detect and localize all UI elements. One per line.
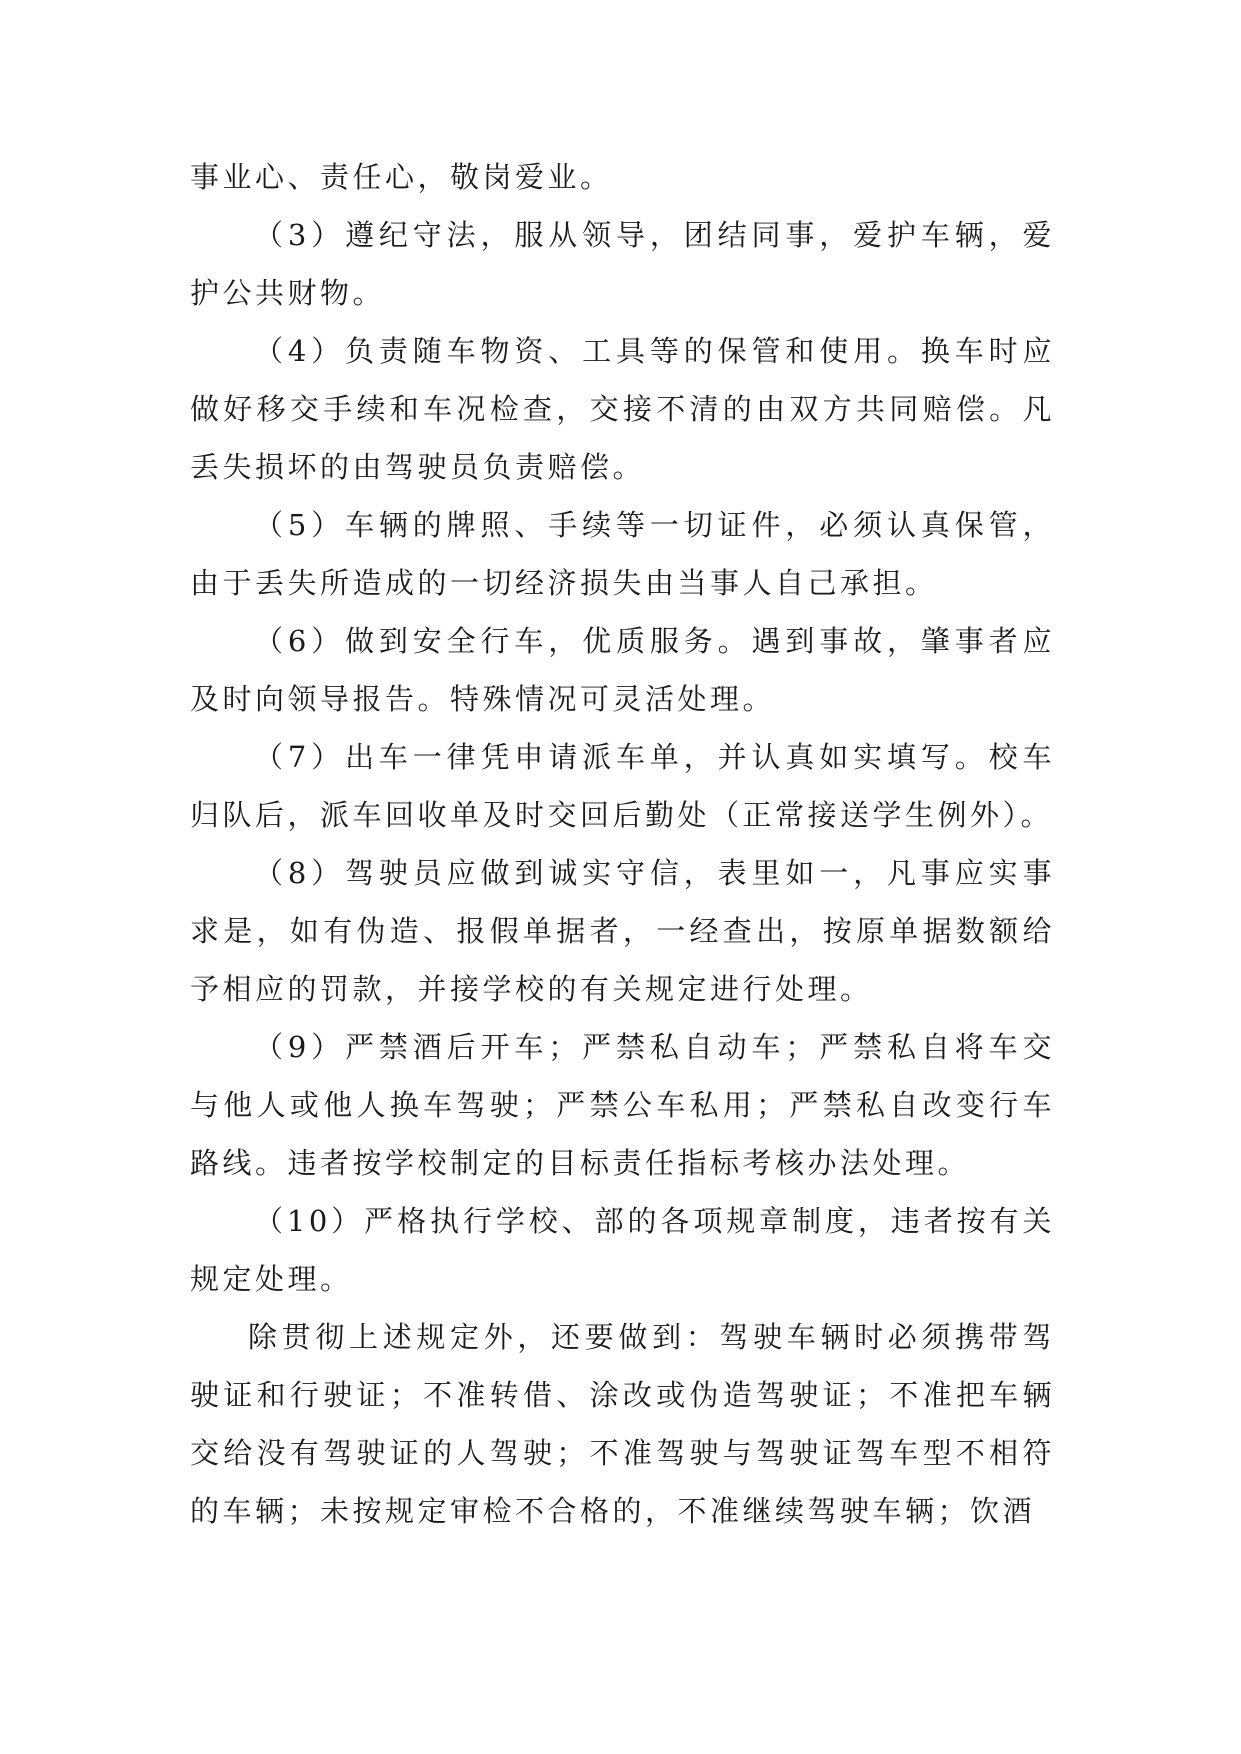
- paragraph-item-3: （3）遵纪守法，服从领导，团结同事，爱护车辆，爱护公共财物。: [190, 218, 1055, 310]
- paragraph-item-5: （5）车辆的牌照、手续等一切证件，必须认真保管，由于丢失所造成的一切经济损失由当事人自己承担。: [190, 508, 1055, 600]
- paragraph-continuation: 事业心、责任心，敬岗爱业。: [190, 160, 613, 194]
- paragraph-item-9: （9）严禁酒后开车；严禁私自动车；严禁私自将车交与他人或他人换车驾驶；严禁公车私用；严禁私自改变行车路线。违者按学校制定的目标责任指标考核办法处理。: [190, 1030, 1055, 1180]
- paragraph-item-10: （10）严格执行学校、部的各项规章制度，违者按有关规定处理。: [190, 1204, 1055, 1296]
- paragraph-additional-rules: 除贯彻上述规定外，还要做到：驾驶车辆时必须携带驾驶证和行驶证；不准转借、涂改或伪造驾驶证；不准把车辆交给没有驾驶证的人驾驶；不准驾驶与驾驶证驾车型不相符的车辆；未按规定审检不合格的，不准继续驾驶车辆；饮酒: [190, 1320, 1055, 1528]
- paragraph-item-8: （8）驾驶员应做到诚实守信，表里如一，凡事应实事求是，如有伪造、报假单据者，一经查出，按原单据数额给予相应的罚款，并接学校的有关规定进行处理。: [190, 856, 1055, 1006]
- paragraph-item-6: （6）做到安全行车，优质服务。遇到事故，肇事者应及时向领导报告。特殊情况可灵活处理。: [190, 624, 1055, 716]
- paragraph-item-7: （7）出车一律凭申请派车单，并认真如实填写。校车归队后，派车回收单及时交回后勤处（正常接送学生例外）。: [190, 740, 1055, 832]
- paragraph-item-4: （4）负责随车物资、工具等的保管和使用。换车时应做好移交手续和车况检查，交接不清的由双方共同赔偿。凡丢失损坏的由驾驶员负责赔偿。: [190, 334, 1055, 484]
